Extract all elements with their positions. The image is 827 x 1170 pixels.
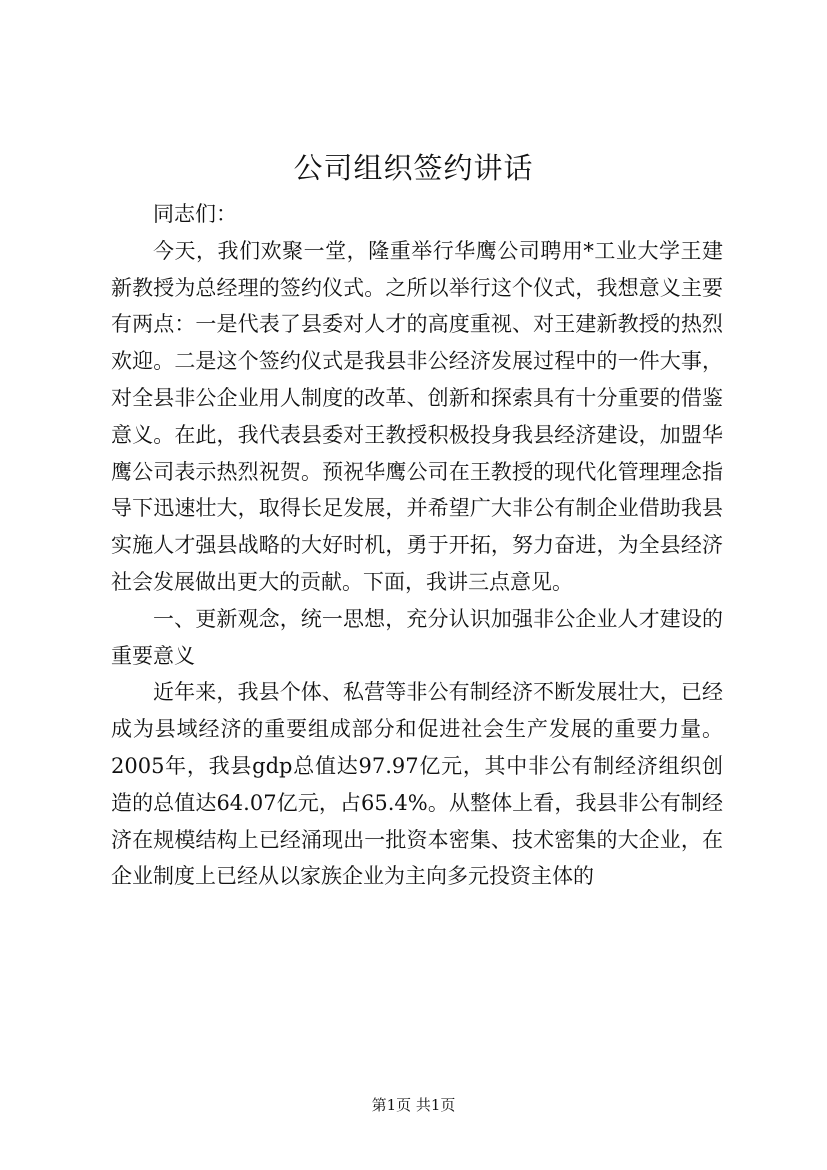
section-heading-1: 一、更新观念，统一思想，充分认识加强非公企业人才建设的重要意义 bbox=[111, 606, 723, 668]
document-title: 公司组织签约讲话 bbox=[293, 151, 534, 185]
salutation: 同志们： bbox=[153, 202, 237, 226]
paragraph-opening: 今天，我们欢聚一堂，隆重举行华鹰公司聘用*工业大学王建新教授为总经理的签约仪式。之所以举行这个仪式，我想意义主要有两点：一是代表了县委对人才的高度重视、对王建新教授的热烈欢迎。二是这个签约仪式是我县非公经济发展过程中的一件大事，对全县非公企业用人制度的改革、创新和探索具有十分重要的借鉴意义。在此，我代表县委对王教授积极投身我县经济建设，加盟华鹰公司表示热烈祝贺。预祝华鹰公司在王教授的现代化管理理念指导下迅速壮大，取得长足发展，并希望广大非公有制企业借助我县实施人才强县战略的大好时机，勇于开拓，努力奋进，为全县经济社会发展做出更大的贡献。下面，我讲三点意见。 bbox=[111, 238, 723, 594]
document-body bbox=[111, 196, 723, 895]
page-footer: 第1页 共1页 bbox=[371, 1096, 456, 1114]
paragraph-section-1: 近年来，我县个体、私营等非公有制经济不断发展壮大，已经成为县域经济的重要组成部分和促进社会生产发展的重要力量。2005年，我县gdp总值达97.97亿元，其中非公有制经济组织创造的总值达64.07亿元，占65.4%。从整体上看，我县非公有制经济在规模结构上已经涌现出一批资本密集、技术密集的大企业，在企业制度上已经从以家族企业为主向多元投资主体的 bbox=[111, 680, 723, 889]
